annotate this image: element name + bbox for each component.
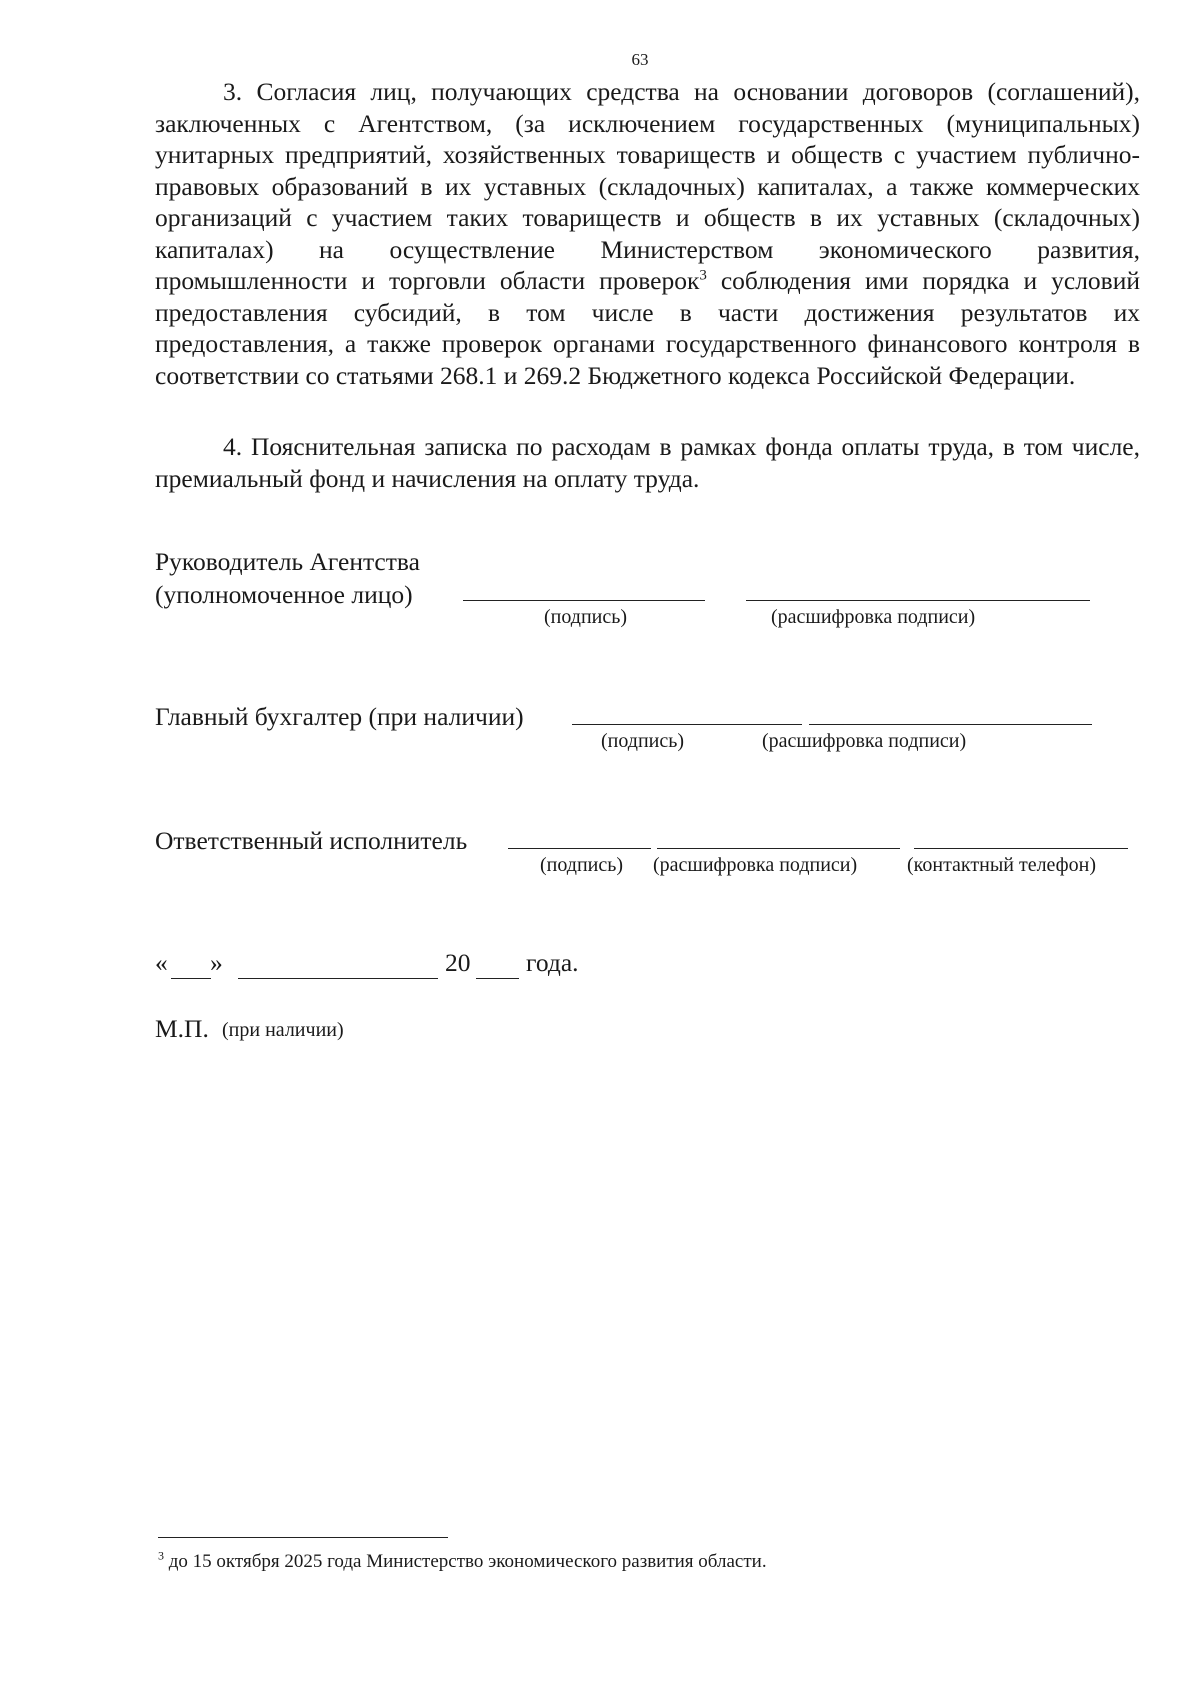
date-year-line	[476, 978, 519, 979]
stamp-note: (при наличии)	[222, 1019, 344, 1041]
paragraph-4: 4. Пояснительная записка по расходам в рамках фонда оплаты труда, в том числе, премиальный фонд и начисления на оплату труда.	[155, 432, 1140, 493]
date-close-quote: »	[210, 948, 223, 977]
footnote-mark: 3	[158, 1548, 164, 1563]
date-open-quote: «	[155, 948, 168, 977]
head-decoding-caption: (расшифровка подписи)	[771, 606, 976, 628]
head-decoding-line	[746, 600, 1090, 601]
executor-decoding-line	[657, 848, 900, 849]
executor-decoding-caption: (расшифровка подписи)	[653, 854, 858, 876]
head-signature-line	[463, 600, 705, 601]
executor-label: Ответственный исполнитель	[155, 826, 468, 855]
chief-accountant-label: Главный бухгалтер (при наличии)	[155, 702, 524, 731]
date-year-prefix: 20	[445, 948, 471, 977]
chief-signature-line	[572, 724, 802, 725]
head-signature-caption: (подпись)	[544, 606, 628, 628]
date-day-line	[171, 978, 211, 979]
paragraph-3-text-cont: соблюдения ими порядка и условий предоставления субсидий, в том числе в части достижения результатов их предоставления, а также проверок органами государственного финансового контроля в соответствии со статьями 268.1 и 269.2 Бюджетного кодекса Российской Федерации.	[155, 266, 1141, 390]
date-month-line	[238, 978, 438, 979]
footnote	[158, 1548, 767, 1573]
executor-phone-caption: (контактный телефон)	[907, 854, 1097, 876]
page-number: 63	[631, 50, 649, 69]
chief-decoding-line	[809, 724, 1092, 725]
footnote-text: до 15 октября 2025 года Министерство экономического развития области.	[168, 1551, 767, 1572]
chief-decoding-caption: (расшифровка подписи)	[762, 730, 967, 752]
footnote-separator	[158, 1537, 448, 1538]
executor-signature-caption: (подпись)	[540, 854, 624, 876]
chief-signature-caption: (подпись)	[601, 730, 685, 752]
paragraph-3	[155, 76, 1140, 391]
head-label-line2: (уполномоченное лицо)	[155, 580, 413, 609]
paragraph-3-text: 3. Согласия лиц, получающих средства на основании договоров (соглашений), заключенных с Агентством, (за исключением государственных (муниципальных) унитарных предприятий, хозяйственных товариществ и обществ с участием публично-правовых образований в их уставных (складочных) капиталах, а также коммерческих организаций с участием таких товариществ и обществ в их уставных (складочных) капиталах) на осуществление Министерством экономического развития, промышленности и торговли области проверок	[155, 77, 1140, 295]
stamp-label: М.П.	[155, 1014, 209, 1043]
footnote-reference[interactable]: 3	[699, 267, 707, 284]
head-label-line1: Руководитель Агентства	[155, 547, 420, 576]
executor-signature-line	[508, 848, 651, 849]
executor-phone-line	[914, 848, 1128, 849]
date-year-suffix: года.	[526, 948, 579, 977]
